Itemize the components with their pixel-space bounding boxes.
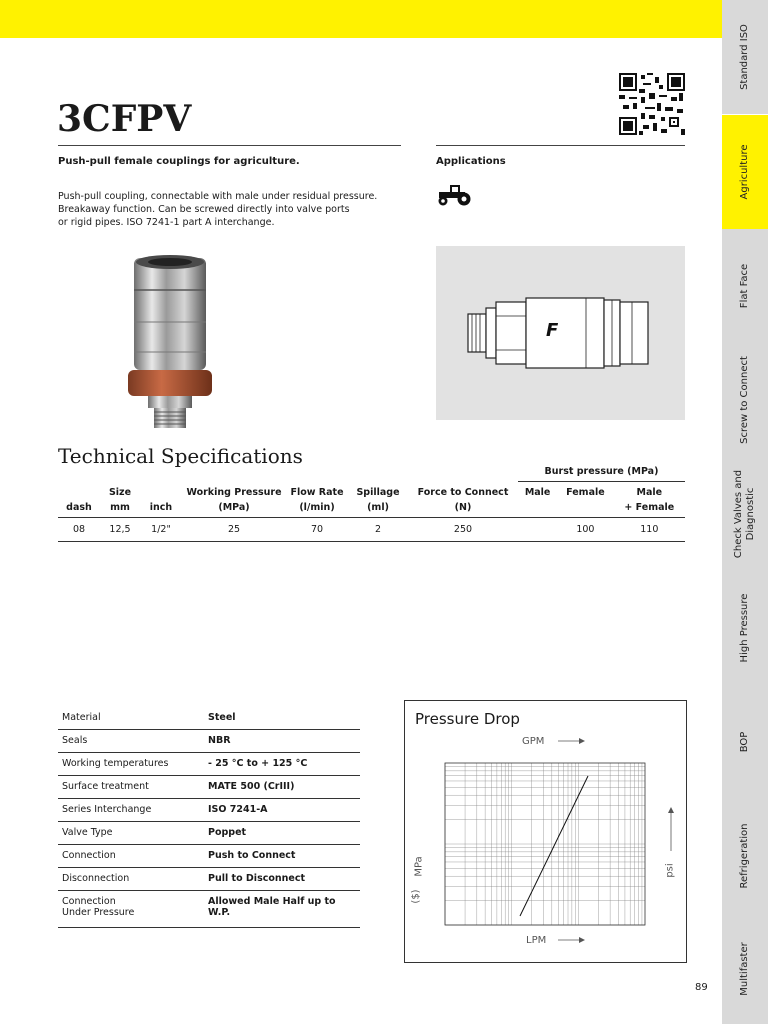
table-row <box>58 776 360 799</box>
material-label: Series Interchange <box>58 799 204 822</box>
material-label: Connection Under Pressure <box>58 891 204 928</box>
chart-title: Pressure Drop <box>415 710 520 728</box>
cell-mm: 12,5 <box>109 524 131 535</box>
tab-label: Screw to Connect <box>739 356 750 444</box>
working-pressure-header: Working Pressure <box>186 487 282 498</box>
cell-female: 100 <box>576 524 595 535</box>
qr-code <box>619 73 685 135</box>
material-label: Valve Type <box>58 822 204 845</box>
material-value: MATE 500 (CrIII) <box>204 776 360 799</box>
lpm-label: LPM <box>526 935 547 946</box>
mm-header: mm <box>110 502 130 513</box>
pressure-drop-chart <box>404 700 687 963</box>
material-value: Push to Connect <box>204 845 360 868</box>
table-row <box>58 868 360 891</box>
chart-grid <box>405 701 686 962</box>
bar-label: ($) <box>410 889 422 904</box>
tab-bop[interactable] <box>722 685 768 800</box>
tab-high-pressure[interactable] <box>722 571 768 686</box>
material-value: Allowed Male Half up to W.P. <box>204 891 360 928</box>
material-value: Steel <box>204 707 360 730</box>
tab-check-valves[interactable] <box>722 457 768 572</box>
cell-male <box>518 518 557 542</box>
product-description <box>58 190 398 229</box>
tab-label: Check Valves and Diagnostic <box>733 469 756 559</box>
coupling-photo <box>120 252 220 432</box>
tab-label: Multifaster <box>739 941 750 996</box>
table-row <box>58 822 360 845</box>
tab-refrigeration[interactable] <box>722 799 768 914</box>
sidebar <box>722 0 768 1024</box>
material-value: Pull to Disconnect <box>204 868 360 891</box>
tab-standard-iso[interactable] <box>722 0 768 115</box>
force-header: Force to Connect <box>417 487 509 498</box>
tractor-icon <box>436 183 472 207</box>
material-label: Material <box>58 707 204 730</box>
cell-male-female: 110 <box>640 524 659 535</box>
tab-label: Agriculture <box>739 144 750 200</box>
spillage-unit: (ml) <box>367 502 389 513</box>
material-label: Disconnection <box>58 868 204 891</box>
technical-drawing <box>436 246 685 420</box>
material-label: Connection <box>58 845 204 868</box>
material-label: Working temperatures <box>58 753 204 776</box>
spillage-header: Spillage <box>356 487 400 498</box>
material-value: - 25 °C to + 125 °C <box>204 753 360 776</box>
material-label: Seals <box>58 730 204 753</box>
male-header: Male <box>524 487 551 498</box>
table-row <box>58 753 360 776</box>
table-row <box>58 730 360 753</box>
tab-label: Refrigeration <box>739 823 750 889</box>
flow-rate-unit: (l/min) <box>299 502 335 513</box>
cell-inch: 1/2" <box>151 524 171 535</box>
specs-table <box>58 464 685 542</box>
page-title: 3CFPV <box>57 98 192 140</box>
psi-label: psi <box>664 863 676 878</box>
page-number: 89 <box>695 982 708 993</box>
flow-rate-header: Flow Rate <box>290 487 344 498</box>
tab-label: High Pressure <box>739 593 750 663</box>
material-label: Surface treatment <box>58 776 204 799</box>
material-value: Poppet <box>204 822 360 845</box>
female-header: Female <box>566 487 605 498</box>
table-row <box>58 518 685 542</box>
table-row <box>58 799 360 822</box>
force-unit: (N) <box>454 502 472 513</box>
tab-screw-to-connect[interactable] <box>722 343 768 458</box>
tab-flat-face[interactable] <box>722 229 768 344</box>
material-value: ISO 7241-A <box>204 799 360 822</box>
tab-label: Flat Face <box>739 263 750 309</box>
table-row <box>58 845 360 868</box>
product-subtitle: Push-pull female couplings for agriculture. <box>58 156 300 167</box>
cell-force: 250 <box>453 524 473 535</box>
cell-spillage: 2 <box>374 524 382 535</box>
dash-header: dash <box>66 502 92 513</box>
size-header: Size <box>108 487 132 498</box>
inch-header: inch <box>149 502 173 513</box>
working-pressure-unit: (MPa) <box>218 502 250 513</box>
applications-label: Applications <box>436 156 506 167</box>
mpa-label: MPa <box>413 856 425 877</box>
burst-pressure-header: Burst pressure (MPa) <box>518 464 685 482</box>
description-line: Breakaway function. Can be screwed directly into valve ports <box>58 204 350 215</box>
cell-working-pressure: 25 <box>227 524 241 535</box>
male-female-header: Male <box>636 487 663 498</box>
brand-logo: F <box>546 320 559 341</box>
description-line: Push-pull coupling, connectable with male under residual pressure. <box>58 191 378 202</box>
materials-table <box>58 707 360 928</box>
coupling-drawing <box>436 246 685 420</box>
male-female-header-2: + Female <box>624 502 675 513</box>
pressure-drop-curve <box>520 776 588 916</box>
description-line: or rigid pipes. ISO 7241-1 part A interchange. <box>58 217 275 228</box>
specs-title: Technical Specifications <box>58 444 303 468</box>
tab-agriculture[interactable] <box>722 115 768 230</box>
gpm-label: GPM <box>522 736 545 747</box>
material-value: NBR <box>204 730 360 753</box>
divider <box>436 145 685 146</box>
tab-label: BOP <box>739 731 750 753</box>
cell-dash: 08 <box>72 524 86 535</box>
tab-label: Standard ISO <box>739 24 750 90</box>
divider <box>58 145 401 146</box>
table-row <box>58 891 360 928</box>
tab-multifaster[interactable] <box>722 913 768 1025</box>
table-row <box>58 707 360 730</box>
cell-flow-rate: 70 <box>310 524 324 535</box>
header-bar <box>0 0 722 38</box>
